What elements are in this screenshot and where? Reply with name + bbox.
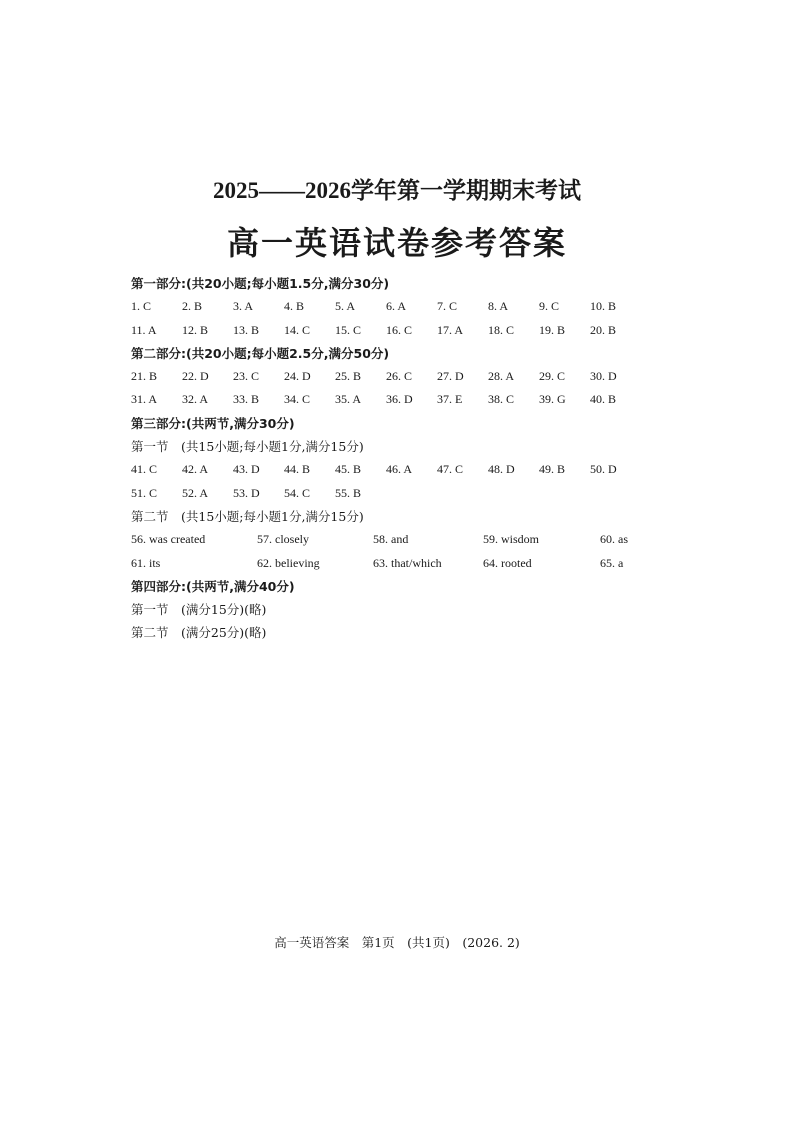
answer-item: 11. A xyxy=(131,322,157,337)
answer-row xyxy=(131,458,691,481)
answer-row xyxy=(131,365,691,388)
answer-item: 51. C xyxy=(131,485,158,500)
answer-item: 22. D xyxy=(182,369,209,384)
answer-item: 58. and xyxy=(373,532,409,547)
answer-item: 64. rooted xyxy=(483,555,532,570)
part4-heading: 第四部分:(共两节,满分40分) xyxy=(131,578,295,594)
answer-item: 45. B xyxy=(335,462,362,477)
answer-item: 61. its xyxy=(131,555,161,570)
exam-title-line2: 高一英语试卷参考答案 xyxy=(226,224,567,262)
answer-item: 25. B xyxy=(335,369,362,384)
answer-row xyxy=(131,319,691,342)
answer-item: 32. A xyxy=(182,392,209,407)
answer-item: 12. B xyxy=(182,322,209,337)
answer-item: 31. A xyxy=(131,392,158,407)
answer-item: 40. B xyxy=(590,392,617,407)
answer-item: 20. B xyxy=(590,322,617,337)
answer-item: 28. A xyxy=(488,369,515,384)
answer-item: 13. B xyxy=(233,322,260,337)
answer-item: 7. C xyxy=(437,299,458,314)
answer-item: 6. A xyxy=(386,299,407,314)
answer-item: 39. G xyxy=(539,392,566,407)
part3-section2-label: 第二节 (共15小题;每小题1分,满分15分) xyxy=(131,508,364,524)
answer-item: 30. D xyxy=(590,369,617,384)
answer-item: 54. C xyxy=(284,485,311,500)
answer-item: 4. B xyxy=(284,299,305,314)
answer-item: 2. B xyxy=(182,299,203,314)
answer-item: 21. B xyxy=(131,369,158,384)
answer-item: 24. D xyxy=(284,369,311,384)
answer-item: 41. C xyxy=(131,462,158,477)
part3-heading: 第三部分:(共两节,满分30分) xyxy=(131,415,295,431)
answer-item: 10. B xyxy=(590,299,617,314)
answer-item: 56. was created xyxy=(131,532,206,547)
answer-item: 53. D xyxy=(233,485,260,500)
answer-item: 63. that/which xyxy=(373,555,442,570)
answer-row xyxy=(131,528,691,551)
answer-item: 52. A xyxy=(182,485,209,500)
answer-item: 48. D xyxy=(488,462,515,477)
answer-item: 46. A xyxy=(386,462,413,477)
answer-item: 18. C xyxy=(488,322,515,337)
answer-item: 8. A xyxy=(488,299,509,314)
answer-item: 14. C xyxy=(284,322,311,337)
answer-item: 36. D xyxy=(386,392,413,407)
answer-item: 55. B xyxy=(335,485,362,500)
answer-item: 5. A xyxy=(335,299,356,314)
answer-item: 37. E xyxy=(437,392,463,407)
answer-row xyxy=(131,295,691,318)
answer-item: 33. B xyxy=(233,392,260,407)
part4-section1-label: 第一节 (满分15分)(略) xyxy=(131,602,267,618)
answer-item: 17. A xyxy=(437,322,464,337)
answer-item: 26. C xyxy=(386,369,413,384)
answer-item: 19. B xyxy=(539,322,566,337)
answer-item: 23. C xyxy=(233,369,260,384)
answer-item: 38. C xyxy=(488,392,515,407)
part1-heading: 第一部分:(共20小题;每小题1.5分,满分30分) xyxy=(131,276,390,291)
part3-section1-label: 第一节 (共15小题;每小题1分,满分15分) xyxy=(131,439,364,455)
answer-item: 50. D xyxy=(590,462,617,477)
answer-item: 43. D xyxy=(233,462,260,477)
answer-item: 65. a xyxy=(600,555,624,570)
answer-item: 15. C xyxy=(335,322,362,337)
part4-section2-label: 第二节 (满分25分)(略) xyxy=(131,625,267,641)
answer-item: 16. C xyxy=(386,322,413,337)
answer-item: 34. C xyxy=(284,392,311,407)
answer-item: 49. B xyxy=(539,462,566,477)
page-footer: 高一英语答案 第1页 (共1页) (2026. 2) xyxy=(274,935,520,950)
answer-content xyxy=(131,272,691,645)
part2-heading: 第二部分:(共20小题;每小题2.5分,满分50分) xyxy=(131,345,390,361)
answer-item: 1. C xyxy=(131,299,152,314)
answer-item: 60. as xyxy=(600,532,628,547)
exam-title-line1: 2025——2026学年第一学期期末考试 xyxy=(213,178,581,203)
answer-item: 42. A xyxy=(182,462,209,477)
answer-item: 59. wisdom xyxy=(483,532,540,547)
answer-row xyxy=(131,552,691,575)
answer-row xyxy=(131,388,691,411)
answer-item: 62. believing xyxy=(257,555,320,570)
answer-item: 44. B xyxy=(284,462,311,477)
answer-row xyxy=(131,482,691,505)
answer-item: 47. C xyxy=(437,462,464,477)
answer-item: 27. D xyxy=(437,369,464,384)
answer-item: 9. C xyxy=(539,299,560,314)
answer-item: 3. A xyxy=(233,299,254,314)
answer-item: 35. A xyxy=(335,392,362,407)
answer-item: 29. C xyxy=(539,369,566,384)
answer-item: 57. closely xyxy=(257,532,309,547)
